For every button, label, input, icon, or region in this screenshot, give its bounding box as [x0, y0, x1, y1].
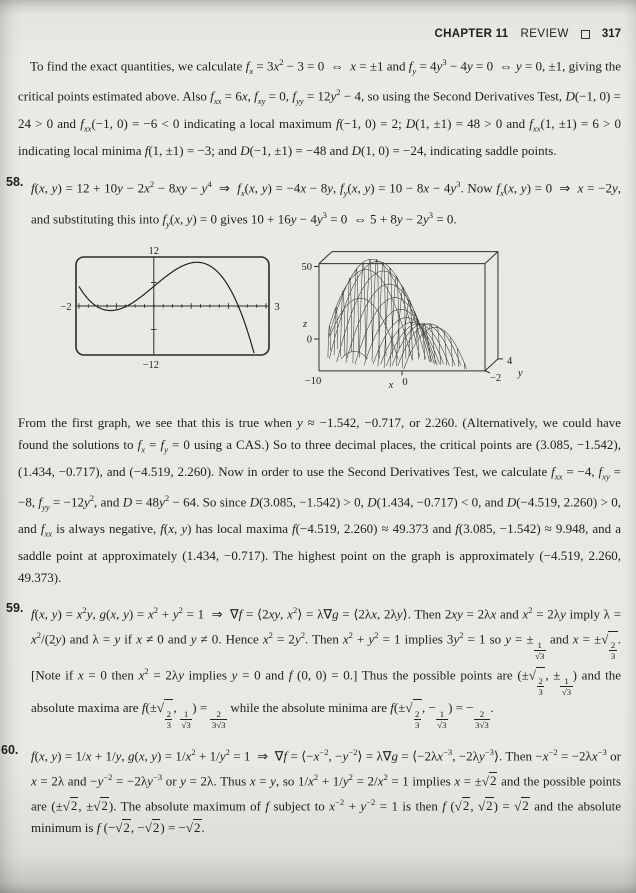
figure-row — [54, 241, 621, 404]
problem-59 — [6, 600, 622, 730]
svg-text:−2: −2 — [490, 373, 502, 385]
problem-60-solution: f(x, y) = 1/x + 1/y, g(x, $y) = 1/x^2 + 1/y^2 = 1$ ⇒ $\nabla f = ⟨-x^{-2}$, $-y^{-2}⟩ = \lambda\nabla g$ = $⟨-2\lambda x^{-3}$, $-2\lambda y^{-3}⟩$. Then $-x^{-2} = -2\lambda x^{-3}$ or x = 2λ and $-y^{-2} = -2\lambda y^{-3}$ or y = 2λ. Thus x = y, so $1/x^2 + 1/y^2 = 2/x^2 = 1$ implies x = ±√2 and the possible points are (±√2, ±√2). The absolute maximum of f subject to $x^{-2} + y^{-2} = 1$ is then f (√2, √2) = √2 and the absolute minimum is f (−√2, −√2) = −√2. — [31, 747, 622, 835]
svg-text:−10: −10 — [304, 376, 322, 388]
page-header — [435, 28, 622, 40]
svg-text:12: 12 — [148, 246, 160, 258]
problem-58 — [6, 174, 621, 235]
svg-text:0: 0 — [402, 377, 408, 389]
problem-59-solution: f(x, $y) = x^2y$, g(x, $y) = x^2 + y^2 = 1$ ⇒ ∇f = ⟨2xy, $x^2⟩ = \lambda\nabla g$ = ⟨2λx, 2λy⟩. Then 2xy = 2λx and $x^2 = 2\lambda y$ imply $\lambda = x^2/(2y)$ and λ = y if x ≠ 0 and y ≠ 0. Hence $x^2 = 2y^2$. Then $x^2 + y^2 = 1$ implies $3y^2 = 1$ so y = ± $\frac{1}{√3}$ and x = ±√ $\frac{2}{3}$ . [Note if x = 0 then $x^2 = 2\lambda y$ implies y = 0 and f (0, 0) = 0.] Thus the possible points are (±√ $\frac{2}{3}$ , ± $\frac{1}{√3}$ ) and the absolute maxima are f(±√ $\frac{2}{3}$ , $\frac{1}{√3}$ ) = $\frac{2}{3√3}$ while the absolute minima are f(±√ $\frac{2}{3}$ , − $\frac{1}{√3}$ ) = − $\frac{2}{3√3}$ . — [31, 605, 622, 730]
svg-text:−2: −2 — [60, 302, 72, 314]
svg-text:4: 4 — [506, 356, 513, 368]
figure-2d-root-graph — [54, 245, 292, 386]
problem-60 — [1, 742, 622, 838]
svg-text:3: 3 — [274, 302, 280, 314]
page-number: 317 — [601, 28, 621, 40]
svg-text:0: 0 — [306, 334, 312, 346]
problem-58-solution-part1: f(x, $y) = 12 + 10y - 2x^2 - 8xy - y^4$ ⇒ $f_x(x$, y) = −4x − 8y, $f_y(x$, $y) = 10 - 8x - 4y^3$. Now $f_x(x$, y) = 0 ⇒ x = −2y, and substituting this into $f_y(x$, y) = 0 gives $10 + 16y - 4y^3 = 0$ ⇔ $5 + 8y - 2y^3 = 0$. — [31, 179, 621, 229]
figure-3d-surface-plot — [298, 239, 598, 404]
problem-58-solution-part2: From the first graph, we see that this is true when y ≈ −1.542, −0.717, or 2.260. (Alternatively, we could have found the solutions to $f_x = f_y = 0$ using a CAS.) So to three decimal places, the critical points are (3.085, −1.542), (1.434, −0.717), and (−4.519, 2.260). Now in order to use the Second Derivatives Test, we calculate $f_{xx} = -4$, $f_{xy} = -8$, $f_{yy} = -12y^2$, and $D = 48y^2 - 64$. So since D(3.085, −1.542) > 0, D(1.434, −0.717) < 0, and D(−4.519, 2.260) > 0, and $f_{xx}$ is always negative, f(x, y) has local maxima f(−4.519, 2.260) ≈ 49.373 and f(3.085, −1.542) ≈ 9.948, and a saddle point at approximately (1.434, −0.717). The highest point on the graph is approximately (−4.519, 2.260, 49.373). — [18, 415, 621, 585]
surface-plot-svg — [298, 239, 598, 399]
problem-59-number: 59. — [6, 601, 24, 616]
intro-paragraph: To find the exact quantities, we calculate $f_x = 3x^2 - 3 = 0$ ⇔ x = ±1 and $f_y = 4y^3 - 4y = 0$ ⇔ y = 0, ±1, giving the critical points estimated above. Also $f_{xx} = 6x$, $f_{xy} = 0$, $f_{yy} = 12y^2 - 4$, so using the Second Derivatives Test, D(−1, 0) = 24 > 0 and $f_{xx}(-1$, 0) = −6 < 0 indicating a local maximum f(−1, 0) = 2; D(1, ±1) = 48 > 0 and $f_{xx}(1$, ±1) = 6 > 0 indicating local minima f(1, ±1) = −3; and D(−1, ±1) = −48 and D(1, 0) = −24, indicating saddle points. — [18, 57, 621, 158]
problem-58-number: 58. — [6, 175, 24, 190]
section-label: REVIEW — [520, 28, 569, 40]
problem-60-number: 60. — [1, 743, 19, 758]
svg-text:z: z — [302, 319, 308, 331]
chapter-label: CHAPTER 11 — [434, 28, 509, 40]
svg-text:x: x — [388, 380, 394, 392]
svg-text:y: y — [517, 368, 523, 380]
svg-text:−12: −12 — [142, 360, 160, 372]
svg-text:50: 50 — [301, 262, 312, 274]
page-content — [1, 52, 622, 838]
root-graph-svg — [54, 245, 292, 381]
open-square-icon — [581, 30, 590, 39]
